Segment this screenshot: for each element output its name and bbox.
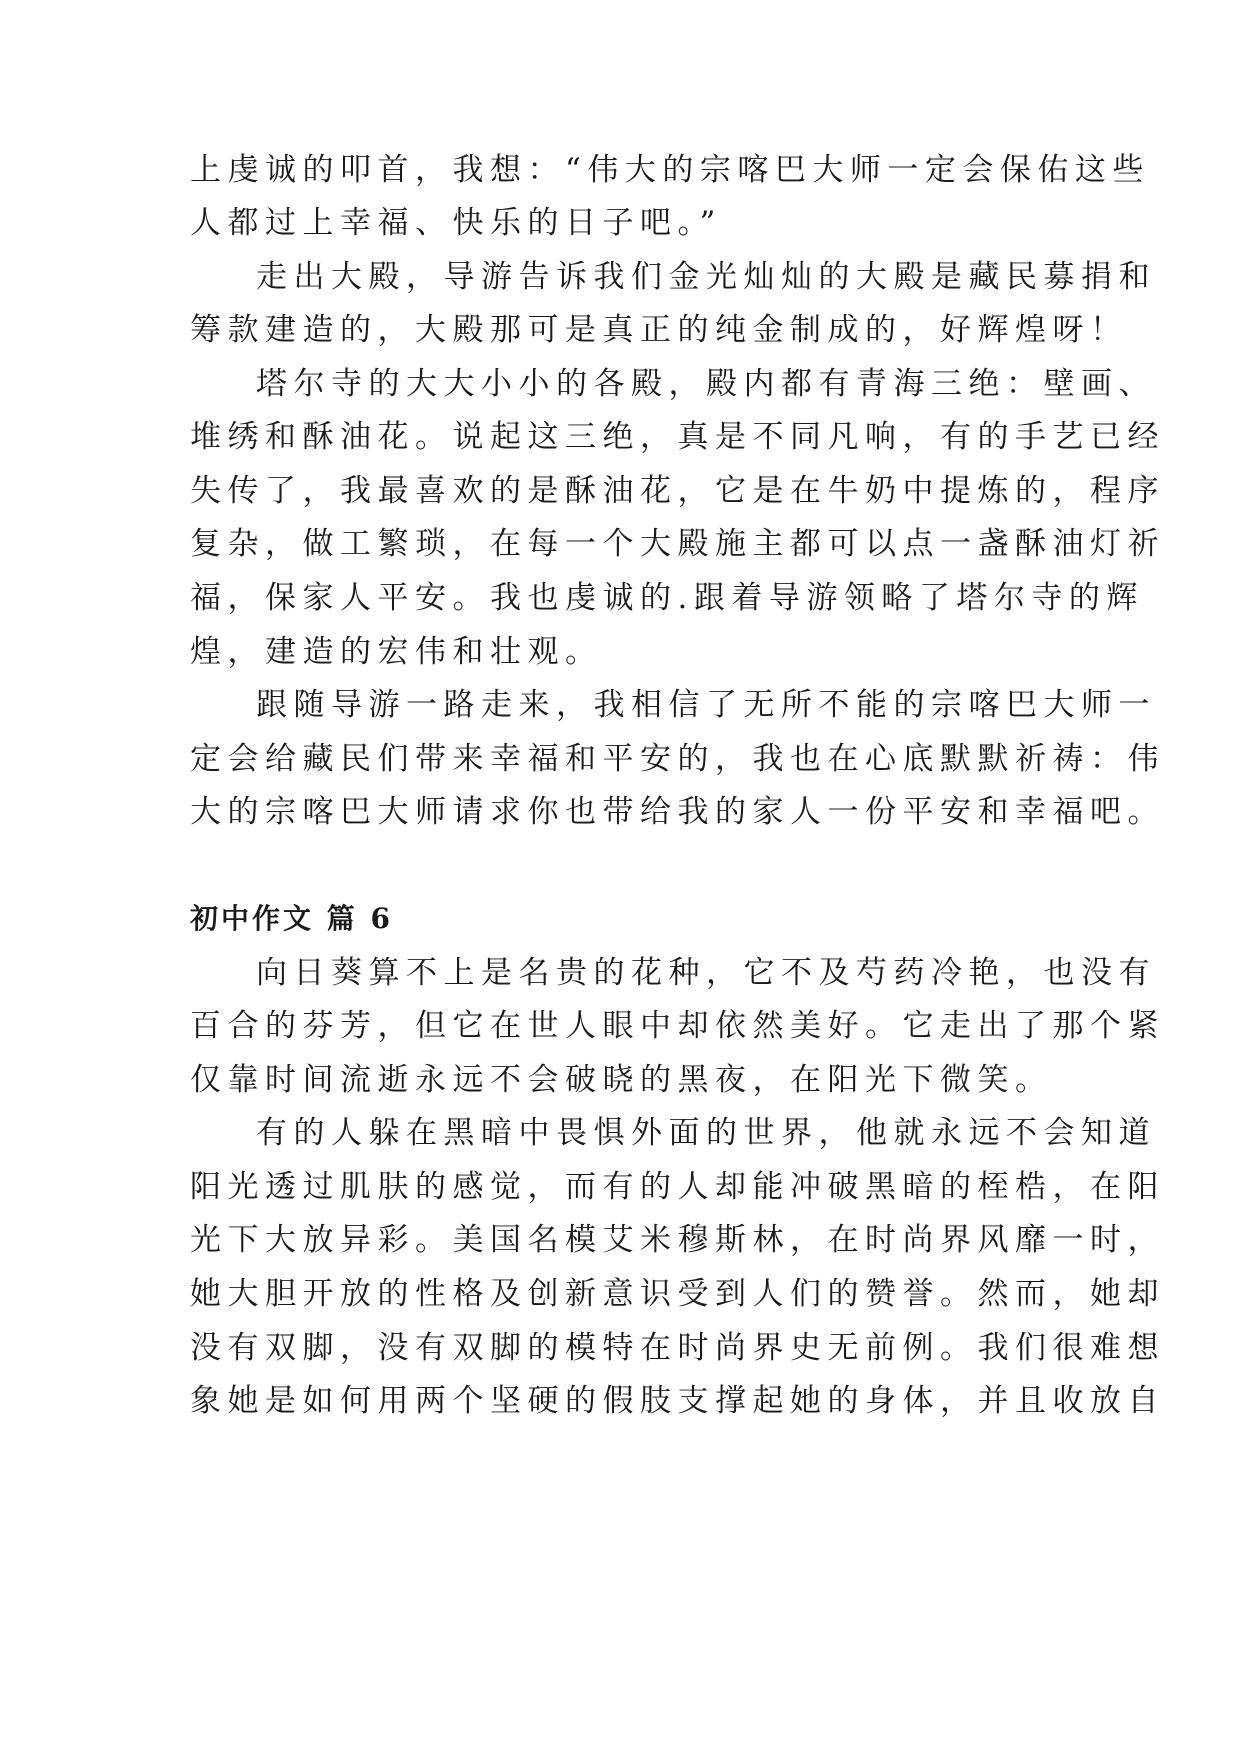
paragraph-line: 百合的芬芳，但它在世人眼中却依然美好。它走出了那个紧 [190, 1008, 1165, 1044]
paragraph-line: 复杂，做工繁琐，在每一个大殿施主都可以点一盏酥油灯祈 [190, 526, 1165, 562]
paragraph-line: 向日葵算不上是名贵的花种，它不及芍药冷艳，也没有 [256, 955, 1156, 991]
paragraph-line: 塔尔寺的大大小小的各殿，殿内都有青海三绝：壁画、 [256, 366, 1156, 402]
paragraph-line: 象她是如何用两个坚硬的假肢支撑起她的身体，并且收放自 [190, 1383, 1165, 1419]
paragraph-line: 她大胆开放的性格及创新意识受到人们的赞誉。然而，她却 [190, 1276, 1165, 1312]
paragraph-line: 没有双脚，没有双脚的模特在时尚界史无前例。我们很难想 [190, 1330, 1165, 1366]
paragraph-line: 堆绣和酥油花。说起这三绝，真是不同凡响，有的手艺已经 [190, 419, 1165, 455]
paragraph-line: 定会给藏民们带来幸福和平安的，我也在心底默默祈祷：伟 [190, 741, 1165, 777]
paragraph-line: 有的人躲在黑暗中畏惧外面的世界，他就永远不会知道 [256, 1115, 1156, 1151]
paragraph-line: 失传了，我最喜欢的是酥油花，它是在牛奶中提炼的，程序 [190, 473, 1165, 509]
paragraph-line: 筹款建造的，大殿那可是真正的纯金制成的，好辉煌呀！ [190, 312, 1128, 348]
paragraph-line: 阳光透过肌肤的感觉，而有的人却能冲破黑暗的桎梏，在阳 [190, 1169, 1165, 1205]
paragraph-line: 上虔诚的叩首，我想：“伟大的宗喀巴大师一定会保佑这些 [190, 152, 1150, 188]
paragraph-line: 跟随导游一路走来，我相信了无所不能的宗喀巴大师一 [256, 687, 1156, 723]
paragraph-line: 人都过上幸福、快乐的日子吧。” [190, 205, 722, 241]
paragraph-line: 大的宗喀巴大师请求你也带给我的家人一份平安和幸福吧。 [190, 794, 1165, 830]
paragraph-line: 仅靠时间流逝永远不会破晓的黑夜，在阳光下微笑。 [190, 1062, 1053, 1098]
paragraph-line: 煌，建造的宏伟和壮观。 [190, 634, 603, 670]
paragraph-line: 光下大放异彩。美国名模艾米穆斯林，在时尚界风靡一时， [190, 1222, 1165, 1258]
paragraph-line: 福，保家人平安。我也虔诚的.跟着导游领略了塔尔寺的辉 [190, 580, 1144, 616]
section-heading: 初中作文 篇 6 [190, 902, 393, 935]
paragraph-line: 走出大殿，导游告诉我们金光灿灿的大殿是藏民募捐和 [256, 259, 1156, 295]
